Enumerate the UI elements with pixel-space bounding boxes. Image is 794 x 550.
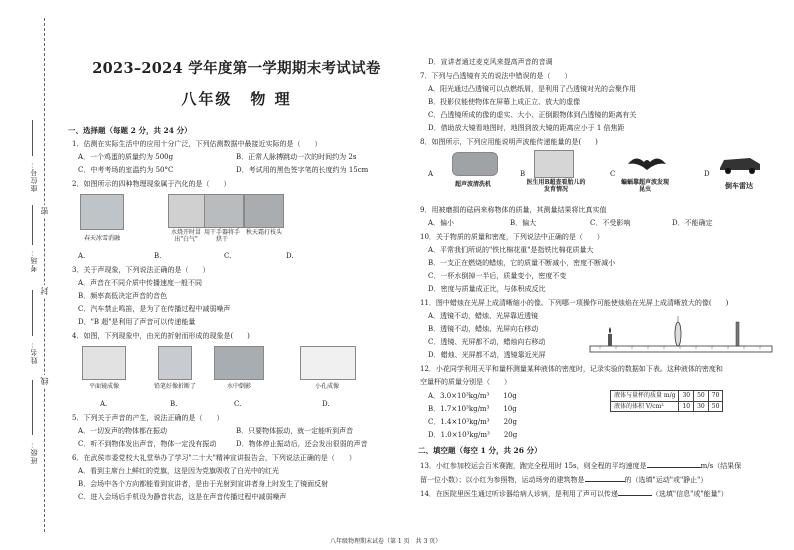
q12-option-b: B．1.7×10³kg/m³ 10g xyxy=(428,405,517,413)
section2-heading: 二、填空题（每空 1 分，共 26 分） xyxy=(418,446,542,455)
table-cell: 10 xyxy=(679,401,694,412)
q8-label-b: B xyxy=(520,170,526,178)
q12-option-c: C．1.4×10³kg/m³ 20g xyxy=(428,418,517,426)
exam-title: 2023–2024 学年度第一学期期末考试试卷 xyxy=(92,60,381,77)
q14-blank-1[interactable] xyxy=(618,495,652,496)
q4-caption-c: 水中倒影 xyxy=(226,383,251,390)
q2-caption-a: 春天冰雪消融 xyxy=(83,235,120,242)
q10-option-d: D．密度与质量成正比，与体积成反比 xyxy=(428,285,546,293)
q8-caption-b: 医生用B超查看胎儿的发育情况 xyxy=(526,179,586,193)
table-row xyxy=(611,391,723,402)
q12-option-a: A．3.0×10³kg/m³ 10g xyxy=(428,392,517,400)
q14-part1 xyxy=(420,490,728,499)
page-footer: 八年级物理期末试卷（第 1 页 共 3 页） xyxy=(330,538,442,545)
q8-image-c xyxy=(624,150,670,178)
q12-data-table xyxy=(610,390,723,412)
q14-text-b: （选填"信息"或"能量"） xyxy=(651,490,728,498)
class-label: 班级： xyxy=(30,440,38,464)
q3-option-d: D．"B 超"是利用了声音可以传递能量 xyxy=(78,318,196,326)
q4-image-c xyxy=(214,346,264,380)
q2-image-d xyxy=(244,194,284,228)
seat-number-blank xyxy=(32,120,33,156)
q1-stem: 1．估测在实际生活中的应用十分广泛，下列估测数据中最接近实际的是（ ） xyxy=(72,140,322,148)
q6-option-d: D．宣讲者通过麦克风来提高声音的音调 xyxy=(428,58,553,66)
grade-subject xyxy=(64,90,409,109)
q8-image-d xyxy=(714,150,764,176)
q5-option-d: D．物体停止振动后，还会发出很弱的声音 xyxy=(236,440,368,448)
q1-option-d: D．考试用的黑色签字笔的长度约为 15cm xyxy=(236,166,369,174)
seal-char-xian: 线 xyxy=(40,377,49,385)
left-column xyxy=(64,0,409,550)
q6-stem: 6．在武侯市委党校大礼堂举办了学习"二十大"精神宣讲报告会，下列说法正确的是（ ） xyxy=(72,454,356,462)
table-row-label: 液体的体积 V/cm³ xyxy=(611,401,679,412)
seal-char-feng: 封 xyxy=(40,287,49,295)
q4-caption-d: 小孔成像 xyxy=(314,383,339,390)
q2-label-d: D. xyxy=(286,252,294,260)
q1-option-c: C．中考考场的室温约为 50°C xyxy=(78,166,174,174)
q1-option-a: A．一个鸡蛋的质量约为 500g xyxy=(78,153,174,161)
q10-stem: 10．关于物质的质量和密度，下列说法中正确的是（ ） xyxy=(420,233,604,241)
table-row xyxy=(611,401,723,412)
q7-stem: 7．下列与凸透镜有关的说法中错误的是（ ） xyxy=(420,72,572,80)
q2-image-c xyxy=(204,194,244,228)
q3-option-c: C．汽车禁止鸣笛，是为了在传播过程中减弱噪声 xyxy=(78,305,231,313)
q8-caption-d: 倒车雷达 xyxy=(725,181,753,190)
q4-caption-b: 铅笔好像折断了 xyxy=(153,383,196,390)
table-row-label: 液体与量杯的质量 m/g xyxy=(611,391,679,402)
q6-option-b: B．会场中各个方向都能看到宣讲者，是由于光射到宣讲者身上时发生了镜面反射 xyxy=(78,480,329,488)
subject-text: 物 理 xyxy=(250,90,292,108)
exam-room-label: 考场： xyxy=(30,248,38,272)
exam-room-blank xyxy=(32,205,33,245)
q2-label-c: C. xyxy=(224,252,232,260)
q9-option-b: B．偏大 xyxy=(510,219,537,227)
q2-label-b: B. xyxy=(154,252,162,260)
q7-option-b: B．投影仪能使物体在屏幕上成正立、放大的虚像 xyxy=(428,98,581,106)
q5-stem: 5．下列关于声音的产生，说法正确的是（ ） xyxy=(72,414,224,422)
q13-text-b: m/s（结果保 xyxy=(700,462,742,470)
optical-bench-diagram xyxy=(586,312,776,362)
q4-label-d: D. xyxy=(322,400,330,408)
q7-option-a: A．阳光通过凸透镜可以点燃纸屑，是利用了凸透镜对光的会聚作用 xyxy=(428,85,637,93)
q5-option-b: B．只要物体振动，就一定能听到声音 xyxy=(236,427,354,435)
name-blank xyxy=(32,290,33,336)
q9-option-a: A．偏小 xyxy=(428,219,455,227)
table-cell: 30 xyxy=(679,391,694,402)
table-cell: 50 xyxy=(694,391,709,402)
q2-label-a: A. xyxy=(78,252,86,260)
q13-part2 xyxy=(420,476,707,485)
q13-text-d: 的（选填"运动"或"静止"） xyxy=(624,476,708,484)
q13-text-c: 留一位小数）；以小红为参照物，运动场旁的建筑物是 xyxy=(420,476,585,484)
q12-stem-line2: 空量杯的质量分别是（ ） xyxy=(420,378,511,386)
q6-option-c: C．进入会场后手机设为静音状态，这是在声音传播过程中减弱噪声 xyxy=(78,493,287,501)
q8-label-c: C xyxy=(610,170,616,178)
q7-option-c: C．凸透镜所成的像的虚实、大小、正倒跟物体到凸透镜的距离有关 xyxy=(428,111,637,119)
binding-margin xyxy=(0,0,62,550)
q13-text-a: 13．小红参加校运会百米赛跑，跑完全程用时 15s，则全程的平均速度是 xyxy=(420,462,647,470)
q3-option-b: B．频率高低决定声音的音色 xyxy=(78,292,168,300)
q4-caption-a: 平面镜成像 xyxy=(88,383,119,390)
q11-stem: 11．图中蜡烛在光屏上成清晰缩小的像。下列哪一项操作可能使烛焰在光屏上成清晰放大的像( ) xyxy=(420,299,729,307)
q2-caption-c: 用干手器将手烘干 xyxy=(203,229,240,243)
q11-optical-bench-figure xyxy=(586,312,776,362)
q5-option-c: C．听不到物体发出声音，物体一定没有振动 xyxy=(78,440,217,448)
q13-blank-1[interactable] xyxy=(647,467,701,468)
q8-caption-a: 超声波清洗机 xyxy=(454,181,491,188)
q7-option-d: D．借助放大镜看地图时，地图到放大镜的距离应小于 1 倍焦距 xyxy=(428,124,625,132)
q12-stem-line1: 12．小花同学利用天平和量杯测量某种液体的密度时，记录实验的数据如下表。这种液体的密度和 xyxy=(420,365,723,373)
q2-image-b xyxy=(168,194,208,228)
class-blank xyxy=(32,380,33,435)
q4-label-a: A. xyxy=(100,400,108,408)
q4-image-d xyxy=(300,346,356,380)
q4-label-c: C. xyxy=(234,400,242,408)
right-column xyxy=(414,0,786,550)
seal-char-mi: 密 xyxy=(40,207,49,215)
seal-line xyxy=(44,18,45,532)
q3-stem: 3．关于声现象，下列说法正确的是（ ） xyxy=(72,266,210,274)
q6-option-a: A．看到主席台上鲜红的党旗，这是因为党旗吸收了白光中的红光 xyxy=(78,467,280,475)
bat-icon xyxy=(624,150,670,178)
q2-caption-d: 秋天霜打枝头 xyxy=(245,229,282,236)
q10-option-c: C．一杯水倒掉一半后，质量变小，密度不变 xyxy=(428,272,567,280)
q5-option-a: A．一切发声的物体都在振动 xyxy=(78,427,168,435)
q10-option-b: B．一支正在燃烧的蜡烛，它的质量不断减小，密度不断减小 xyxy=(428,259,616,267)
q13-blank-2[interactable] xyxy=(585,481,625,482)
q3-option-a: A．声音在不同介质中传播速度一般不同 xyxy=(78,279,203,287)
q2-caption-b: 水烧开时冒出"白气" xyxy=(170,229,201,243)
q10-option-a: A．平常我们所说的"铁比棉花重"是指铁比棉花质量大 xyxy=(428,246,594,254)
q11-option-c: C．透镜、光屏都不动，蜡烛向右移动 xyxy=(428,338,546,346)
q2-image-a xyxy=(80,194,124,230)
q8-caption-c: 蝙蝠靠超声波发现昆虫 xyxy=(620,179,669,193)
q8-label-d: D xyxy=(704,170,710,178)
q9-stem: 9．用被磨损的砝码来称物体的质量，其测量结果将比真实值 xyxy=(420,206,607,214)
table-cell: 50 xyxy=(708,401,723,412)
q4-stem: 4．如图，下列现象中，由光的折射而形成的现象是( ) xyxy=(72,332,250,340)
q8-image-a xyxy=(452,152,498,176)
section1-heading: 一、选择题（每题 2 分，共 24 分） xyxy=(68,126,192,135)
car-icon xyxy=(714,150,764,176)
q1-option-b: B．正常人脉搏跳动一次的时间约为 2s xyxy=(236,153,357,161)
q8-label-a: A xyxy=(428,170,434,178)
q14-text-a: 14．在医院里医生通过听诊器给病人诊病，是利用了声可以传递 xyxy=(420,490,618,498)
q13-part1 xyxy=(420,462,741,471)
q11-option-b: B．透镜不动，蜡烛、光屏向右移动 xyxy=(428,325,539,333)
q9-option-c: C．不受影响 xyxy=(590,219,631,227)
q4-image-a xyxy=(82,346,126,380)
table-cell: 70 xyxy=(708,391,723,402)
q2-stem: 2．如图所示的四种物理现象属于汽化的是（ ） xyxy=(72,180,231,188)
name-label: 姓名： xyxy=(30,340,38,364)
grade-text: 八年级 xyxy=(181,90,233,108)
q9-option-d: D．不能确定 xyxy=(672,219,713,227)
q4-image-b xyxy=(158,346,192,380)
q11-option-a: A．透镜不动，蜡烛、光屏靠近透镜 xyxy=(428,312,539,320)
q12-option-d: D．1.0×10³kg/m³ 20g xyxy=(428,431,518,439)
q4-label-b: B. xyxy=(170,400,178,408)
q8-stem: 8．如图所示，下列应用能说明声波能传递能量的是( ) xyxy=(420,138,598,146)
q11-option-d: D．蜡烛、光屏都不动，透镜靠近光屏 xyxy=(428,351,546,359)
q8-image-b xyxy=(534,150,574,178)
seat-number-label: 座位号： xyxy=(30,160,38,192)
table-cell: 30 xyxy=(694,401,709,412)
